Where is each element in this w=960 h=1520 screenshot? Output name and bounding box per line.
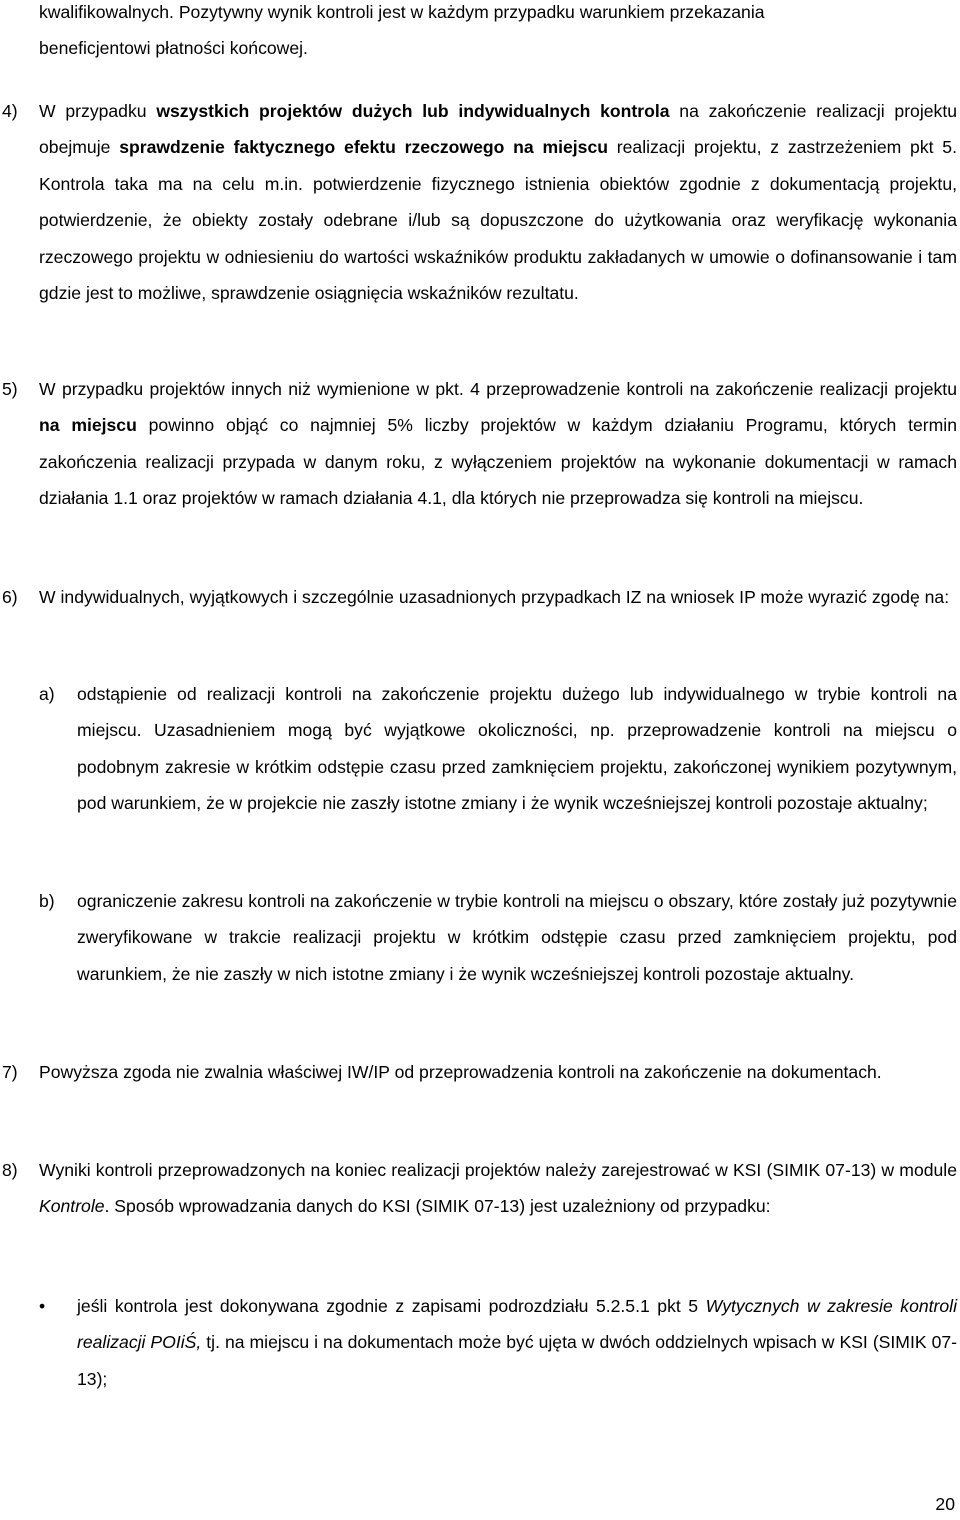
item-4-text-2: na zakończenie realizacji projektu obejmuje: [39, 101, 958, 158]
intro-line-1: kwalifikowalnych. Pozytywny wynik kontroli jest w każdym przypadku warunkiem przekazania: [39, 2, 765, 22]
item-5-bold-1: na miejscu: [39, 415, 137, 436]
bullet-icon: •: [39, 1296, 46, 1316]
item-4-bold-1: wszystkich projektów dużych lub indywidualnych kontrola: [156, 101, 670, 121]
item-5-number: 5): [2, 379, 18, 399]
item-8-bullet-text-2: tj. na miejscu i na dokumentach może być ujęta w dwóch oddzielnych wpisach w KSI (SIMIK 07-13);: [77, 1332, 957, 1389]
item-8-number: 8): [2, 1160, 18, 1180]
item-7-paragraph: Powyższa zgoda nie zwalnia właściwej IW/IP od przeprowadzenia kontroli na zakończenie na dokumentach.: [39, 1062, 882, 1082]
item-5-paragraph: [39, 371, 957, 517]
item-4-paragraph: [39, 93, 957, 311]
item-4-text-1: W przypadku: [39, 101, 157, 121]
item-8-text-2: . Sposób wprowadzania danych do KSI (SIMIK 07-13) jest uzależniony od przypadku:: [104, 1196, 771, 1217]
item-8-module-name: Kontrole: [39, 1196, 105, 1217]
item-6b-paragraph: ograniczenie zakresu kontroli na zakończenie w trybie kontroli na miejscu o obszary, które zostały już pozytywnie zweryfikowane w trakcie realizacji projektu w krótkim odstępie czasu przed zamknięciem projektu, pod warunkiem, że nie zaszły w nich istotne zmiany i że wynik wcześniejszej kontroli pozostaje aktualny.: [77, 891, 957, 984]
page-number: 20: [935, 1494, 955, 1514]
item-8-bullet-paragraph: [77, 1288, 957, 1397]
item-4-text-3: realizacji projektu, z zastrzeżeniem pkt 5. Kontrola taka ma na celu m.in. potwierdzenie fizycznego istnienia obiektów zgodnie z dokumentacją projektu, potwierdzenie, że obiekty zostały odebrane i/lub są dopuszczone do użytkowania oraz weryfikację wykonania rzeczowego projektu w odniesieniu do wartości wskaźników produktu zakładanych w umowie o dofinansowanie i tam gdzie jest to możliwe, sprawdzenie osiągnięcia wskaźników rezultatu.: [39, 137, 957, 304]
item-8-paragraph: [39, 1152, 957, 1225]
item-8-text-1: Wyniki kontroli przeprowadzonych na koniec realizacji projektów należy zarejestrować w KSI (SIMIK 07-13) w module: [39, 1160, 957, 1180]
item-8-bullet-text-1: jeśli kontrola jest dokonywana zgodnie z zapisami podrozdziału 5.2.5.1 pkt 5: [77, 1296, 706, 1316]
item-5-text-1: W przypadku projektów innych niż wymienione w pkt. 4 przeprowadzenie kontroli na zakończenie realizacji projektu: [39, 379, 957, 399]
item-5-text-2: powinno objąć co najmniej 5% liczby projektów w każdym działaniu Programu, których termin zakończenia realizacji przypada w danym roku, z wyłączeniem projektów na wykonanie dokumentacji w ramach działania 1.1 oraz projektów w ramach działania 4.1, dla których nie przeprowadza się kontroli na miejscu.: [39, 415, 957, 509]
item-8-bullet-italic: Wytycznych w zakresie kontroli realizacji POIiŚ,: [77, 1296, 957, 1353]
item-4-bold-2: sprawdzenie faktycznego efektu rzeczowego na miejscu: [119, 137, 608, 158]
item-6b-label: b): [39, 891, 55, 911]
intro-line-2: beneficjentowi płatności końcowej.: [39, 38, 308, 58]
item-6a-paragraph: odstąpienie od realizacji kontroli na zakończenie projektu dużego lub indywidualnego w trybie kontroli na miejscu. Uzasadnieniem mogą być wyjątkowe okoliczności, np. przeprowadzenie kontroli na miejscu o podobnym zakresie w krótkim odstępie czasu przed zamknięciem projektu, zakończonej wynikiem pozytywnym, pod warunkiem, że w projekcie nie zaszły istotne zmiany i że wynik wcześniejszej kontroli pozostaje aktualny;: [77, 684, 957, 814]
item-6-paragraph: W indywidualnych, wyjątkowych i szczególnie uzasadnionych przypadkach IZ na wniosek IP może wyrazić zgodę na:: [39, 587, 950, 607]
item-4-number: 4): [2, 101, 18, 121]
item-7-number: 7): [2, 1062, 18, 1082]
item-6-number: 6): [2, 587, 18, 607]
item-6a-label: a): [39, 684, 55, 704]
